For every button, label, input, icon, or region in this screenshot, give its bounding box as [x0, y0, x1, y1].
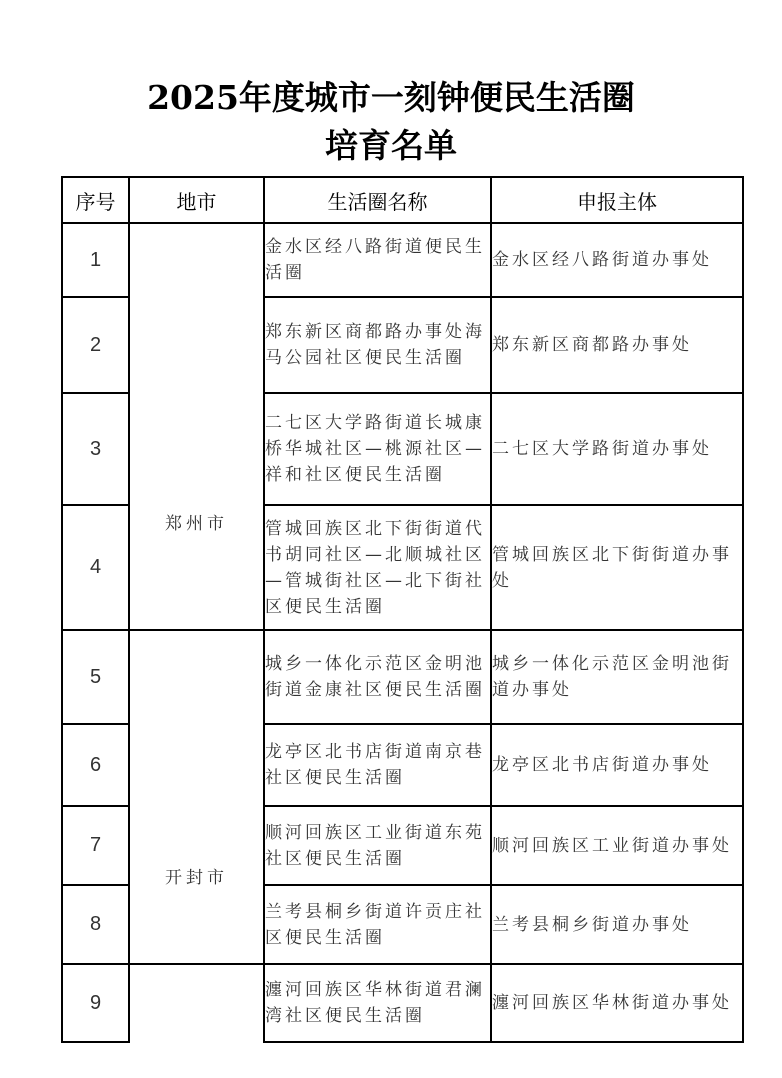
- city-cell-zhengzhou: [129, 223, 264, 630]
- table-header-row: [62, 177, 743, 223]
- circle-name-cell: 顺河回族区工业街道东苑社区便民生活圈: [264, 806, 491, 885]
- document-title-line-1: 2025年度城市一刻钟便民生活圈: [147, 78, 635, 117]
- cultivation-list-table: [61, 176, 744, 1043]
- applicant-cell: 二七区大学路街道办事处: [491, 393, 743, 505]
- circle-name-cell: 金水区经八路街道便民生活圈: [264, 223, 491, 297]
- row-index: 5: [62, 630, 129, 724]
- row-index: 2: [62, 297, 129, 393]
- applicant-cell: 兰考县桐乡街道办事处: [491, 885, 743, 964]
- applicant-cell: 金水区经八路街道办事处: [491, 223, 743, 297]
- row-index: 9: [62, 964, 129, 1042]
- row-index: 4: [62, 505, 129, 630]
- row-index: 1: [62, 223, 129, 297]
- city-cell-kaifeng: [129, 630, 264, 964]
- circle-name-cell: 城乡一体化示范区金明池街道金康社区便民生活圈: [264, 630, 491, 724]
- row-index: 8: [62, 885, 129, 964]
- circle-name-cell: 瀍河回族区华林街道君澜湾社区便民生活圈: [264, 964, 491, 1042]
- row-index: 6: [62, 724, 129, 806]
- circle-name-cell: 兰考县桐乡街道许贡庄社区便民生活圈: [264, 885, 491, 964]
- applicant-cell: 瀍河回族区华林街道办事处: [491, 964, 743, 1042]
- circle-name-cell: 管城回族区北下街街道代书胡同社区—北顺城社区—管城街社区—北下街社区便民生活圈: [264, 505, 491, 630]
- table-row: [62, 964, 743, 1042]
- circle-name-cell: 郑东新区商都路办事处海马公园社区便民生活圈: [264, 297, 491, 393]
- applicant-cell: 顺河回族区工业街道办事处: [491, 806, 743, 885]
- city-label: 开封市: [165, 867, 228, 888]
- header-circle-name: 生活圈名称: [264, 177, 491, 223]
- circle-name-cell: 二七区大学路街道长城康桥华城社区—桃源社区—祥和社区便民生活圈: [264, 393, 491, 505]
- header-index: 序号: [62, 177, 129, 223]
- document-title-line-2: 培育名单: [325, 126, 457, 165]
- table-row: [62, 223, 743, 297]
- city-label: 郑州市: [165, 514, 228, 534]
- applicant-cell: 郑东新区商都路办事处: [491, 297, 743, 393]
- row-index: 3: [62, 393, 129, 505]
- circle-name-cell: 龙亭区北书店街道南京巷社区便民生活圈: [264, 724, 491, 806]
- table-row: [62, 630, 743, 724]
- applicant-cell: 龙亭区北书店街道办事处: [491, 724, 743, 806]
- header-city: 地市: [129, 177, 264, 223]
- applicant-cell: 城乡一体化示范区金明池街道办事处: [491, 630, 743, 724]
- header-applicant: 申报主体: [491, 177, 743, 223]
- row-index: 7: [62, 806, 129, 885]
- city-cell-continued: [129, 964, 264, 1042]
- applicant-cell: 管城回族区北下街街道办事处: [491, 505, 743, 630]
